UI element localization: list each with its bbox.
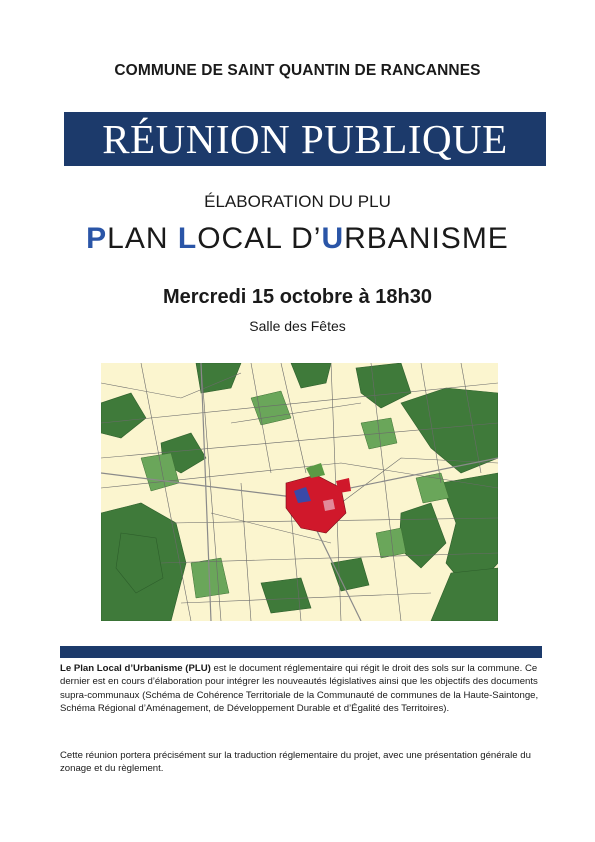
event-date-time: Mercredi 15 octobre à 18h30: [162, 286, 432, 308]
meeting-purpose-paragraph: [60, 749, 542, 776]
description-paragraph: [60, 662, 542, 716]
title-banner: [64, 112, 546, 166]
plu-title: [0, 222, 595, 256]
zoning-map-graphic: [101, 363, 498, 621]
plu-word-ocal: OCAL D’: [197, 222, 322, 255]
plu-initial-u: U: [321, 222, 345, 255]
elaboration-subtitle: ÉLABORATION DU PLU: [204, 192, 391, 211]
plu-definition-lead: Le Plan Local d’Urbanisme (PLU): [60, 663, 211, 674]
plu-initial-l: L: [177, 222, 198, 255]
plu-definition-text: est le document réglementaire qui régit le droit des sols sur la commune. Ce dernier est en cours d’élaboration pour intégrer les nouveautés législatives ainsi que les objectifs des documents supra-communaux (Schéma de Cohérence Territoriale de la Communauté de communes de la Haute-Saintonge, Schéma Régional d’Aménagement, de Développement Durable et d’Égalité des Territoires).: [60, 663, 539, 715]
commune-heading: COMMUNE DE SAINT QUANTIN DE RANCANNES: [114, 62, 481, 79]
plu-initial-p: P: [86, 222, 108, 255]
section-divider-bar: [60, 646, 542, 658]
event-location: Salle des Fêtes: [249, 318, 346, 334]
plu-word-rbanisme: RBANISME: [344, 222, 509, 255]
banner-title: RÉUNION PUBLIQUE: [102, 116, 508, 162]
plu-word-lan: LAN: [107, 222, 178, 255]
meeting-purpose-text: Cette réunion portera précisément sur la traduction réglementaire du projet, avec une présentation générale du zonage et du règlement.: [60, 750, 531, 775]
zoning-map: [101, 363, 498, 621]
